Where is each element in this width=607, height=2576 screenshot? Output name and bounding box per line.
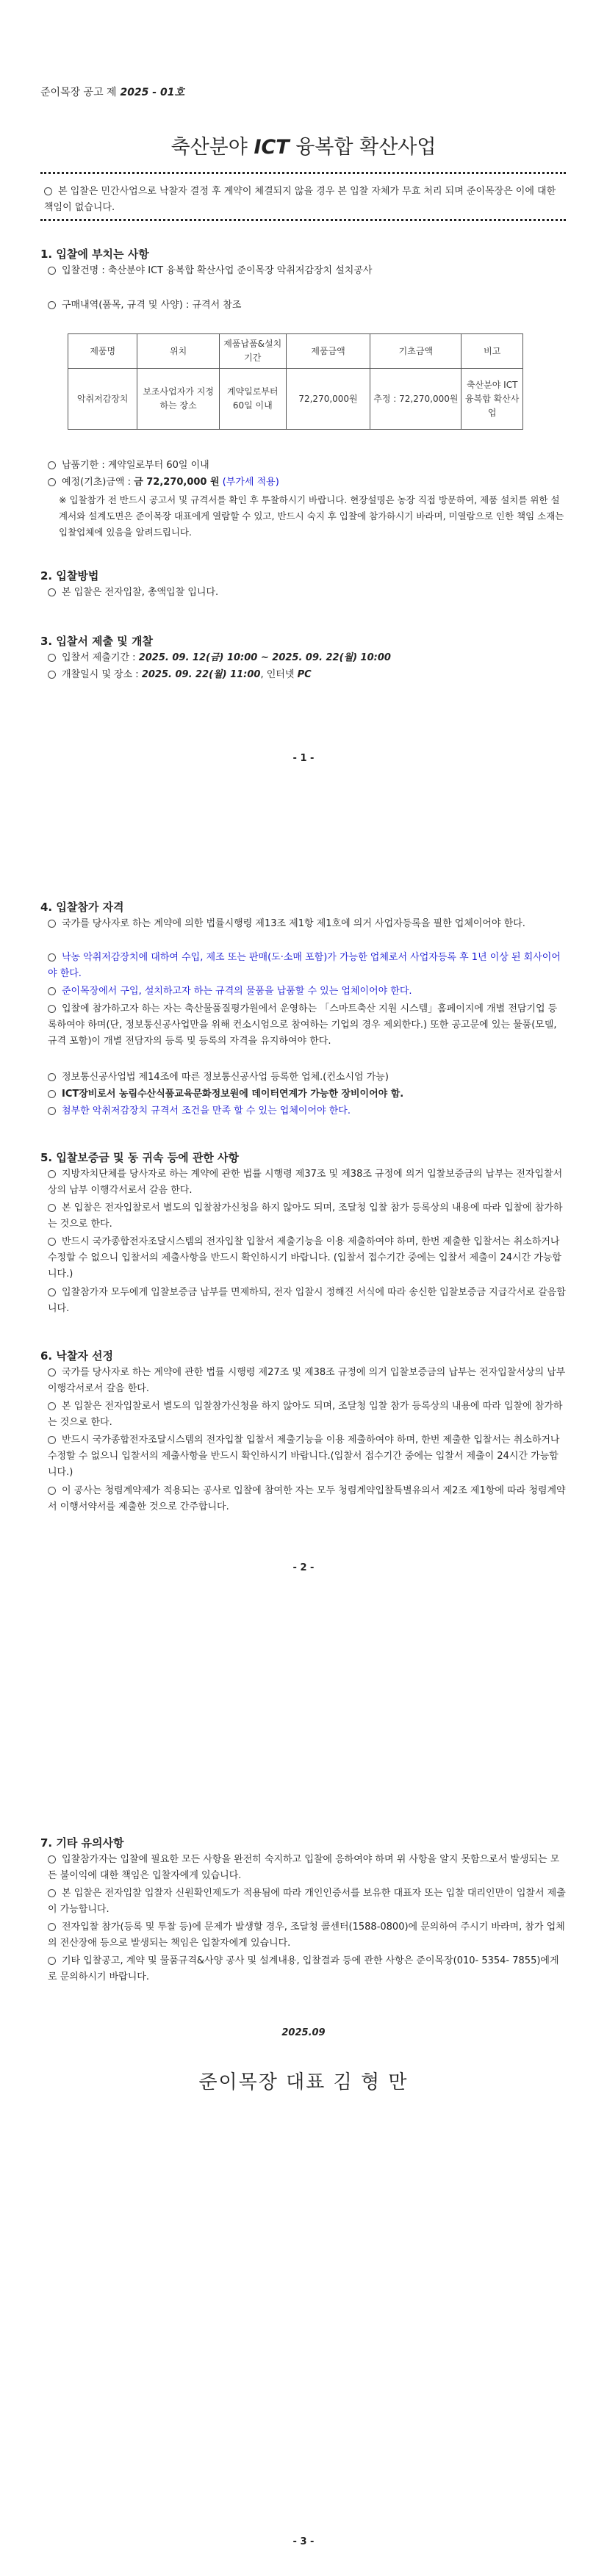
s3-item-period: 입찰서 제출기간 : 2025. 09. 12(금) 10:00 ~ 2025. 09. 22(월) 10:00 xyxy=(48,650,562,666)
notice-number: 준이목장 공고 제 2025 - 01호 xyxy=(40,87,184,98)
s5-item: 반드시 국가종합전자조달시스템의 전자입찰 입찰서 제출기능을 이용 제출하여야 하며, 한번 제출한 입찰서는 취소하거나 수정할 수 없으니 입찰서의 제출사항을 반드시 확인하시기 바랍니다. (입찰서 접수기간 중에는 입찰서 제출이 24시간 가능합니다.) xyxy=(48,1236,561,1280)
circle-bullet-icon xyxy=(48,1923,56,1931)
th-location: 위치 xyxy=(137,334,219,369)
s7-item: 입찰참가자는 입찰에 필요한 모든 사항을 완전히 숙지하고 입찰에 응하여야 하며 위 사항을 알지 못함으로서 발생되는 모든 불이익에 대한 책임은 입찰자에게 있습니다. xyxy=(48,1854,560,1881)
circle-bullet-icon xyxy=(48,1204,56,1212)
circle-bullet-icon xyxy=(48,478,56,486)
table-row xyxy=(68,369,523,430)
spec-table-header xyxy=(68,334,523,369)
s4-item: 정보통신공사업법 제14조에 따른 정보통신공사업 등록한 업체.(컨소시엄 가능) xyxy=(48,1069,566,1086)
circle-bullet-icon xyxy=(48,671,56,679)
circle-bullet-icon xyxy=(48,953,56,962)
page-number-3: - 3 - xyxy=(292,2536,315,2547)
page-number-1: - 1 - xyxy=(292,753,315,764)
circle-bullet-icon xyxy=(48,1855,56,1864)
circle-bullet-icon xyxy=(48,301,56,309)
circle-bullet-icon xyxy=(48,1073,56,1081)
th-product: 제품명 xyxy=(68,334,137,369)
s6-item: 반드시 국가종합전자조달시스템의 전자입찰 입찰서 제출기능을 이용 제출하여야 하며, 한번 제출한 입찰서는 취소하거나 수정할 수 없으니 입찰서의 제출사항을 반드시 확인하시기 바랍니다.(입찰서 접수기간 중에는 입찰서 제출이 24시간 가능합니다.) xyxy=(48,1435,560,1478)
cell-location: 보조사업자가 지정하는 장소 xyxy=(137,369,219,430)
s3-item-opening: 개찰일시 및 장소 : 2025. 09. 22(월) 11:00, 인터넷 PC xyxy=(48,667,562,683)
s6-item: 이 공사는 청렴계약제가 적용되는 공사로 입찰에 참여한 자는 모두 청렴계약입찰특별유의서 제2조 제1항에 따라 청렴계약서 이행서약서를 제출한 것으로 간주합니다. xyxy=(48,1485,566,1512)
th-base-price: 기초금액 xyxy=(370,334,461,369)
s4-item: 국가를 당사자로 하는 계약에 의한 법률시행령 제13조 제1항 제1호에 의거 사업자등록을 필한 업체이어야 한다. xyxy=(48,916,566,932)
s4-item: 입찰에 참가하고자 하는 자는 축산물품질평가원에서 운영하는 「스마트축산 지원 시스템」홈페이지에 개별 전담기업 등록하여야 하며(단, 정보통신공사업만을 위해 컨소시엄으로 참여하는 기업의 경우 제외한다.) 또한 공고문에 있는 물품(모델, 규격 포함)이 개별 전담자의 등록 및 등록의 자격을 유지하여야 한다. xyxy=(48,1003,558,1047)
circle-bullet-icon xyxy=(44,187,52,195)
s4-item: 낙농 악취저감장치에 대하여 수입, 제조 또는 판매(도·소매 포함)가 가능한 업체로서 사업자등록 후 1년 이상 된 회사이어야 한다. xyxy=(48,952,561,979)
s7-item: 본 입찰은 전자입찰 입찰자 신원확인제도가 적용됨에 따라 개인인증서를 보유한 대표자 또는 입찰 대리인만이 입찰서 제출이 가능합니다. xyxy=(48,1888,566,1915)
circle-bullet-icon xyxy=(48,1288,56,1296)
section-5-title: 5. 입찰보증금 및 동 귀속 등에 관한 사항 xyxy=(40,1151,240,1164)
divider-bottom xyxy=(40,219,566,221)
section-3-title: 3. 입찰서 제출 및 개찰 xyxy=(40,635,153,648)
s7-item: 기타 입찰공고, 계약 및 물품규격&사양 공사 및 설계내용, 입찰결과 등에 관한 사항은 준이목장(010- 5354- 7855)에게로 문의하시기 바랍니다. xyxy=(48,1955,559,1982)
page-1 xyxy=(0,0,607,859)
circle-bullet-icon xyxy=(48,1402,56,1410)
circle-bullet-icon xyxy=(48,1368,56,1377)
circle-bullet-icon xyxy=(48,588,56,596)
cell-note: 축산분야 ICT 융복합 확산사업 xyxy=(461,369,523,430)
s7-item: 전자입찰 참가(등록 및 투찰 등)에 문제가 발생할 경우, 조달청 콜센터(1588-0800)에 문의하여 주시기 바라며, 참가 업체의 전산장애 등으로 발생되는 책임은 입찰자에게 있습니다. xyxy=(48,1922,565,1949)
s4-item: ICT장비로서 농림수산식품교육문화정보원에 데이터연계가 가능한 장비이어야 함. xyxy=(48,1086,566,1103)
spec-table xyxy=(68,333,523,430)
section-2-title: 2. 입찰방법 xyxy=(40,569,99,582)
section-7-title: 7. 기타 유의사항 xyxy=(40,1836,124,1850)
circle-bullet-icon xyxy=(48,1436,56,1444)
th-period: 제품납품&설치기간 xyxy=(219,334,286,369)
circle-bullet-icon xyxy=(48,987,56,995)
s4-item: 준이목장에서 구입, 설치하고자 하는 규격의 물품을 납품할 수 있는 업체이어야 한다. xyxy=(48,984,566,1000)
circle-bullet-icon xyxy=(48,461,56,469)
issue-date: 2025.09 xyxy=(281,2027,326,2038)
cell-product: 악취저감장치 xyxy=(68,369,137,430)
circle-bullet-icon xyxy=(48,654,56,662)
s2-item: 본 입찰은 전자입찰, 총액입찰 입니다. xyxy=(48,585,562,601)
section-6-title: 6. 낙찰자 선정 xyxy=(40,1349,114,1363)
s1-item-amount: 예정(기초)금액 : 금 72,270,000 원 (부가세 적용) xyxy=(48,475,562,491)
section-4-title: 4. 입찰참가 자격 xyxy=(40,901,124,914)
circle-bullet-icon xyxy=(48,920,56,928)
s1-note: ※ 입찰참가 전 반드시 공고서 및 규격서를 확인 후 투찰하시기 바랍니다. 현장설명은 농장 직접 방문하여, 제품 설치를 위한 설계서와 설계도면은 준이목장 대표에게 열람할 수 있고, 반드시 숙지 후 입찰에 참가하시기 바라며, 미열람으로 인한 책임 소재는 입찰업체에 있음을 알려드립니다. xyxy=(59,494,564,538)
s1-item-name: 입찰건명 : 축산분야 ICT 융복합 확산사업 준이목장 악취저감장치 설치공사 xyxy=(48,263,562,279)
cell-base-price: 추정 : 72,270,000원 xyxy=(370,369,461,430)
s5-item: 입찰참가자 모두에게 입찰보증금 납부를 면제하되, 전자 입찰시 정해진 서식에 따라 송신한 입찰보증금 지급각서로 갈음합니다. xyxy=(48,1287,566,1314)
circle-bullet-icon xyxy=(48,1487,56,1495)
s5-item: 본 입찰은 전자입찰로서 별도의 입찰참가신청을 하지 않아도 되며, 조달청 입찰 참가 등록상의 내용에 따라 입찰에 참가하는 것으로 한다. xyxy=(48,1202,563,1230)
page-3 xyxy=(0,1717,607,2576)
circle-bullet-icon xyxy=(48,267,56,275)
s6-item: 국가를 당사자로 하는 계약에 관한 법률 시행령 제27조 및 제38조 규정에 의거 입찰보증금의 납부는 전자입찰서상의 납부 이행각서로서 갈음 한다. xyxy=(48,1367,566,1394)
s1-item-spec: 구매내역(품목, 규격 및 사양) : 규격서 참조 xyxy=(48,297,562,314)
s1-item-deadline: 납품기한 : 계약일로부터 60일 이내 xyxy=(48,458,562,474)
page-number-2: - 2 - xyxy=(292,1562,315,1573)
signature-line: 준이목장 대표 김 형 만 xyxy=(198,2071,409,2093)
th-price: 제품금액 xyxy=(286,334,370,369)
circle-bullet-icon xyxy=(48,1170,56,1178)
circle-bullet-icon xyxy=(48,1238,56,1246)
s4-item: 첨부한 악취저감장치 규격서 조건을 만족 할 수 있는 업체이어야 한다. xyxy=(48,1103,566,1119)
circle-bullet-icon xyxy=(48,1090,56,1098)
cell-period: 계약일로부터 60일 이내 xyxy=(219,369,286,430)
circle-bullet-icon xyxy=(48,1107,56,1115)
s6-item: 본 입찰은 전자입찰로서 별도의 입찰참가신청을 하지 않아도 되며, 조달청 입찰 참가 등록상의 내용에 따라 입찰에 참가하는 것으로 한다. xyxy=(48,1401,563,1428)
section-1-title: 1. 입찰에 부치는 사항 xyxy=(40,248,149,261)
divider-top xyxy=(40,172,566,174)
circle-bullet-icon xyxy=(48,1005,56,1013)
page-2 xyxy=(0,859,607,1717)
warning-text: 본 입찰은 민간사업으로 낙찰자 결정 후 계약이 체결되지 않을 경우 본 입찰 자체가 무효 처리 되며 준이목장은 이에 대한 책임이 없습니다. xyxy=(44,186,556,213)
circle-bullet-icon xyxy=(48,1889,56,1897)
document-title: 축산분야 ICT 융복합 확산사업 xyxy=(170,136,437,159)
circle-bullet-icon xyxy=(48,1957,56,1965)
cell-price: 72,270,000원 xyxy=(286,369,370,430)
th-note: 비고 xyxy=(461,334,523,369)
s5-item: 지방자치단체를 당사자로 하는 계약에 관한 법률 시행령 제37조 및 제38조 규정에 의거 입찰보증금의 납부는 전자입찰서상의 납부 이행각서로서 갈음 한다. xyxy=(48,1169,563,1196)
